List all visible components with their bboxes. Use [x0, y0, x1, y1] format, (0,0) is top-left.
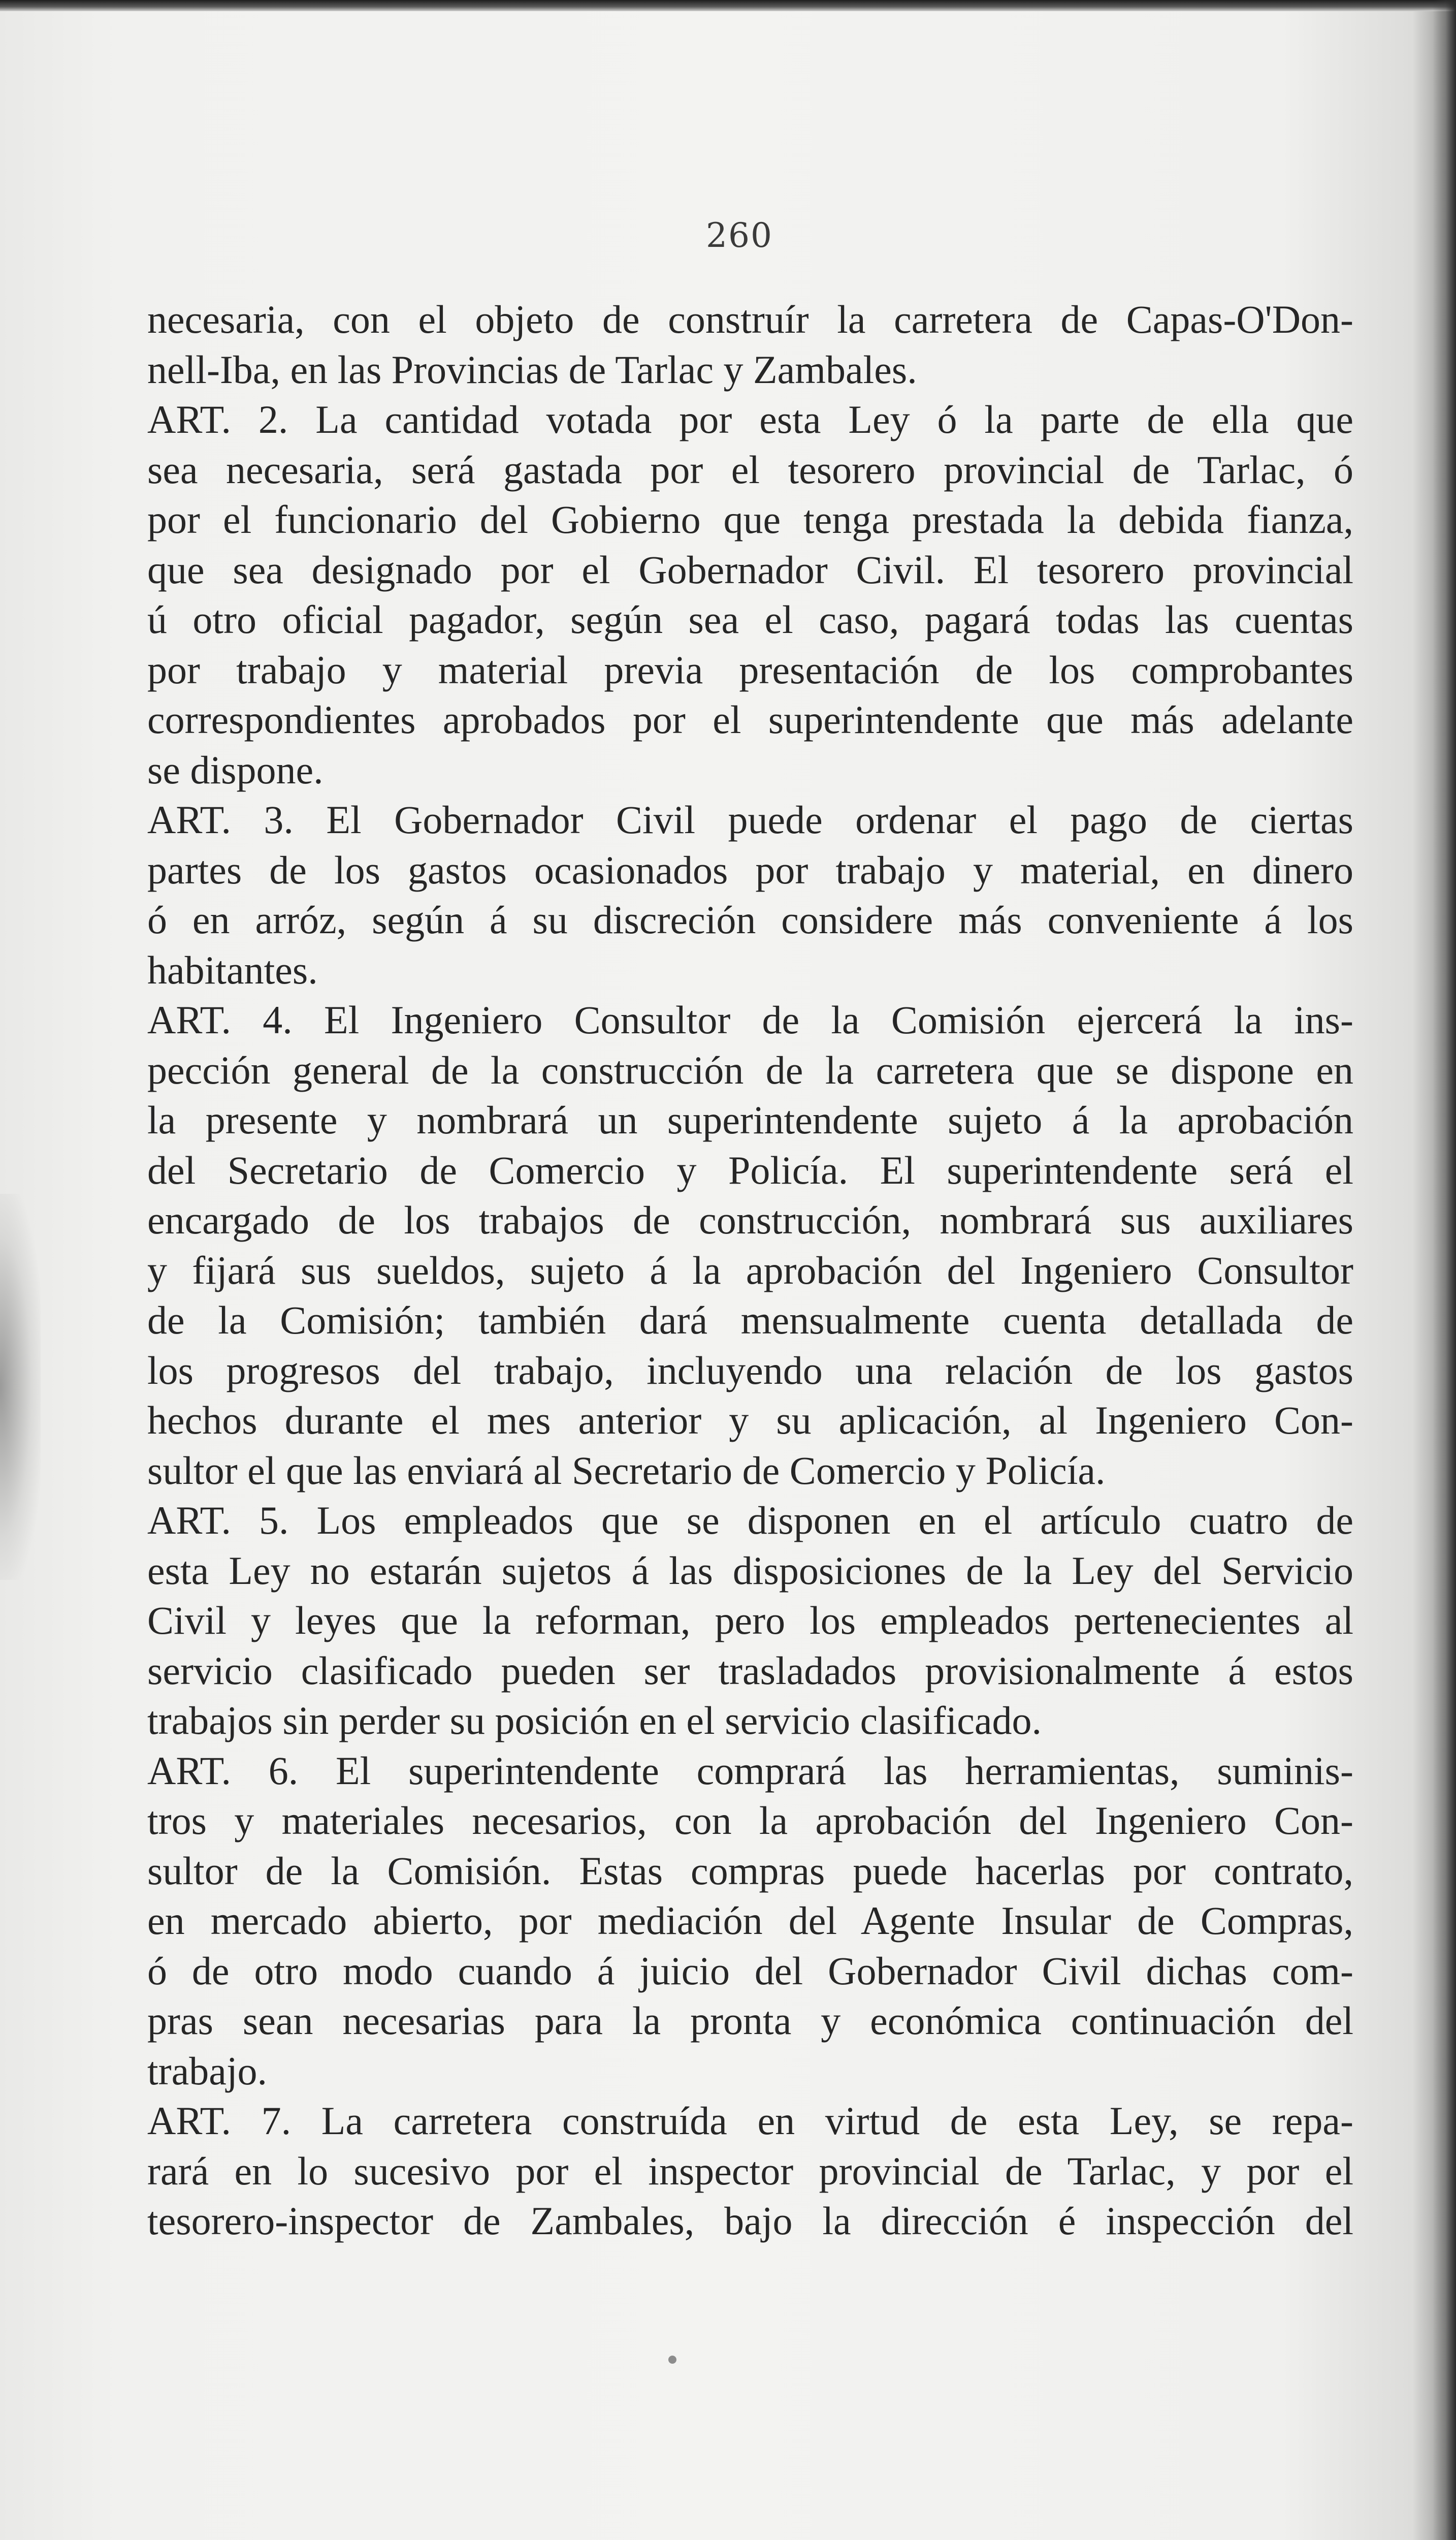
text-line: del Secretario de Comercio y Policía. El superintendente será el	[147, 1148, 1353, 1192]
text-line: partes de los gastos ocasionados por trabajo y material, en dinero	[147, 847, 1353, 892]
text-line: ART. 6. El superintendente comprará las herramientas, suminis-	[147, 1748, 1353, 1793]
text-line: ART. 7. La carretera construída en virtud de esta Ley, se repa-	[147, 2099, 1353, 2143]
text-line: ó en arróz, según á su discreción considere más conveniente á los	[147, 898, 1353, 942]
text-line: Civil y leyes que la reforman, pero los empleados pertenecientes al	[147, 1598, 1353, 1642]
text-line: por trabajo y material previa presentación de los comprobantes	[147, 647, 1353, 692]
text-line: en mercado abierto, por mediación del Agente Insular de Compras,	[147, 1898, 1353, 1943]
text-line: la presente y nombrará un superintendente sujeto á la aprobación	[147, 1098, 1353, 1142]
text-line: encargado de los trabajos de construcción, nombrará sus auxiliares	[147, 1198, 1353, 1242]
text-line: ó de otro modo cuando á juicio del Gobernador Civil dichas com-	[147, 1948, 1353, 1993]
text-line: por el funcionario del Gobierno que tenga prestada la debida fianza,	[147, 497, 1353, 542]
page-left-shadow	[0, 1194, 41, 1580]
text-line: que sea designado por el Gobernador Civil. El tesorero provincial	[147, 547, 1353, 592]
text-line: ART. 2. La cantidad votada por esta Ley ó la parte de ella que	[147, 397, 1353, 441]
text-line: trabajo.	[147, 2048, 268, 2093]
text-line: nell-Iba, en las Provincias de Tarlac y Zambales.	[147, 347, 917, 392]
page-number: 260	[706, 216, 773, 255]
text-line: rará en lo sucesivo por el inspector provincial de Tarlac, y por el	[147, 2148, 1353, 2193]
text-line: y fijará sus sueldos, sujeto á la aprobación del Ingeniero Consultor	[147, 1248, 1353, 1292]
text-line: los progresos del trabajo, incluyendo una relación de los gastos	[147, 1348, 1353, 1392]
text-line: tesorero-inspector de Zambales, bajo la dirección é inspección del	[147, 2199, 1353, 2243]
text-line: ART. 5. Los empleados que se disponen en el artículo cuatro de	[147, 1498, 1353, 1542]
text-line: ART. 3. El Gobernador Civil puede ordenar el pago de ciertas	[147, 798, 1353, 842]
text-line: sea necesaria, será gastada por el tesorero provincial de Tarlac, ó	[147, 447, 1353, 492]
text-line: habitantes.	[147, 947, 318, 992]
text-line: ú otro oficial pagador, según sea el caso, pagará todas las cuentas	[147, 597, 1353, 642]
text-line: servicio clasificado pueden ser trasladados provisionalmente á estos	[147, 1648, 1353, 1693]
text-line: se dispone.	[147, 747, 323, 792]
text-line: pras sean necesarias para la pronta y económica continuación del	[147, 1998, 1353, 2043]
text-line: necesaria, con el objeto de construír la carretera de Capas-O'Don-	[147, 297, 1353, 341]
text-line: pección general de la construcción de la carretera que se dispone en	[147, 1047, 1353, 1092]
body-text	[147, 295, 1353, 2246]
text-line: tros y materiales necesarios, con la aprobación del Ingeniero Con-	[147, 1798, 1353, 1843]
text-line: esta Ley no estarán sujetos á las disposiciones de la Ley del Servicio	[147, 1548, 1353, 1593]
page-right-edge	[1433, 0, 1456, 2540]
text-line: sultor el que las enviará al Secretario de Comercio y Policía.	[147, 1448, 1106, 1493]
text-line: ART. 4. El Ingeniero Consultor de la Comisión ejercerá la ins-	[147, 998, 1353, 1042]
page-top-edge	[0, 0, 1456, 11]
text-line: hechos durante el mes anterior y su aplicación, al Ingeniero Con-	[147, 1398, 1353, 1442]
text-line: correspondientes aprobados por el superintendente que más adelante	[147, 697, 1353, 742]
text-line: trabajos sin perder su posición en el servicio clasificado.	[147, 1698, 1042, 1742]
text-line: sultor de la Comisión. Estas compras puede hacerlas por contrato,	[147, 1848, 1353, 1893]
ink-speck	[668, 2356, 676, 2364]
text-line: de la Comisión; también dará mensualmente cuenta detallada de	[147, 1298, 1353, 1342]
